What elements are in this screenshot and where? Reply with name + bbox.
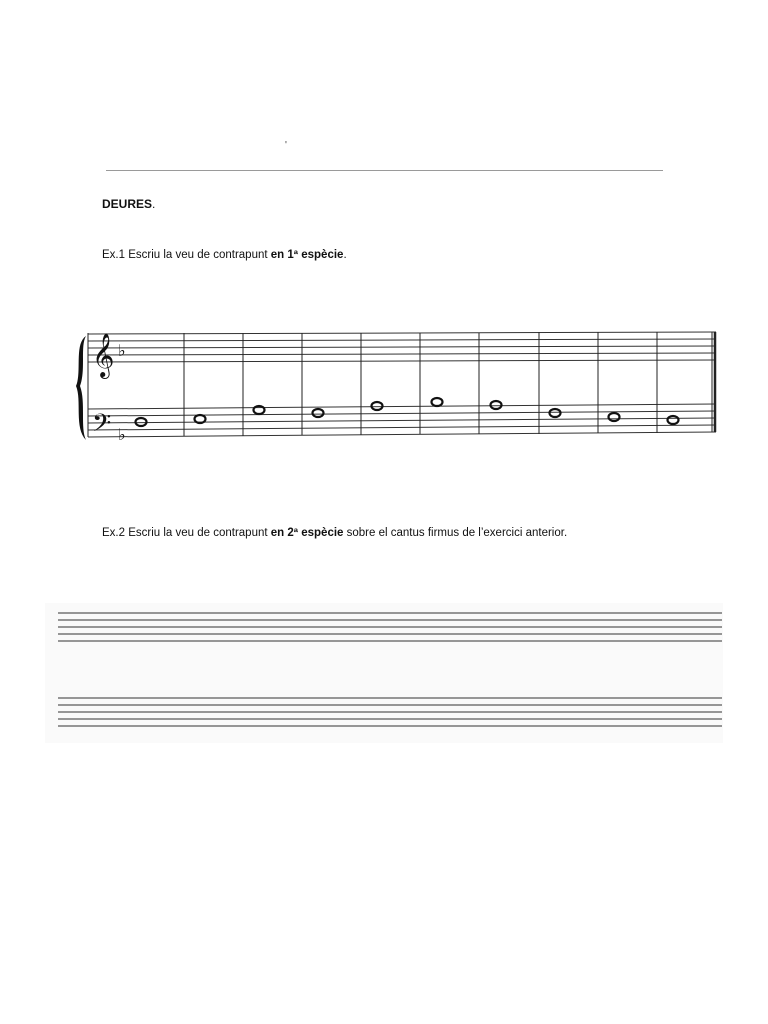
treble-flat-icon: ♭: [118, 341, 126, 360]
treble-clef-icon: 𝄞: [92, 333, 115, 377]
whole-note: [432, 398, 443, 406]
exercise-2-prefix: Ex.2 Escriu la veu de contrapunt: [102, 527, 271, 539]
exercise-2-bold: en 2ª espècie: [270, 527, 344, 539]
exercise-2-suffix: sobre el cantus firmus de l’exercici anterior.: [343, 527, 568, 539]
whole-note: [313, 409, 324, 417]
whole-note: [668, 416, 679, 424]
exercise-2-instruction: [102, 527, 567, 539]
heading-text: DEURES: [102, 197, 153, 211]
whole-note: [491, 401, 502, 409]
bass-staff: [88, 404, 716, 437]
exercise-1-suffix: .: [343, 249, 347, 261]
exercise-1-bold: en 1ª espècie: [270, 249, 344, 261]
treble-staff: [88, 332, 716, 362]
heading-suffix: .: [152, 197, 156, 211]
whole-note: [550, 409, 561, 417]
bass-clef-icon: 𝄢: [92, 409, 112, 444]
header-mark: ': [285, 140, 287, 151]
grand-staff-brace: [76, 336, 86, 440]
bass-flat-icon: ♭: [118, 425, 126, 444]
whole-note: [609, 413, 620, 421]
exercise-1-prefix: Ex.1 Escriu la veu de contrapunt: [102, 249, 271, 261]
whole-note: [372, 402, 383, 410]
whole-note: [136, 418, 147, 426]
blank-staff-area: [45, 603, 723, 743]
